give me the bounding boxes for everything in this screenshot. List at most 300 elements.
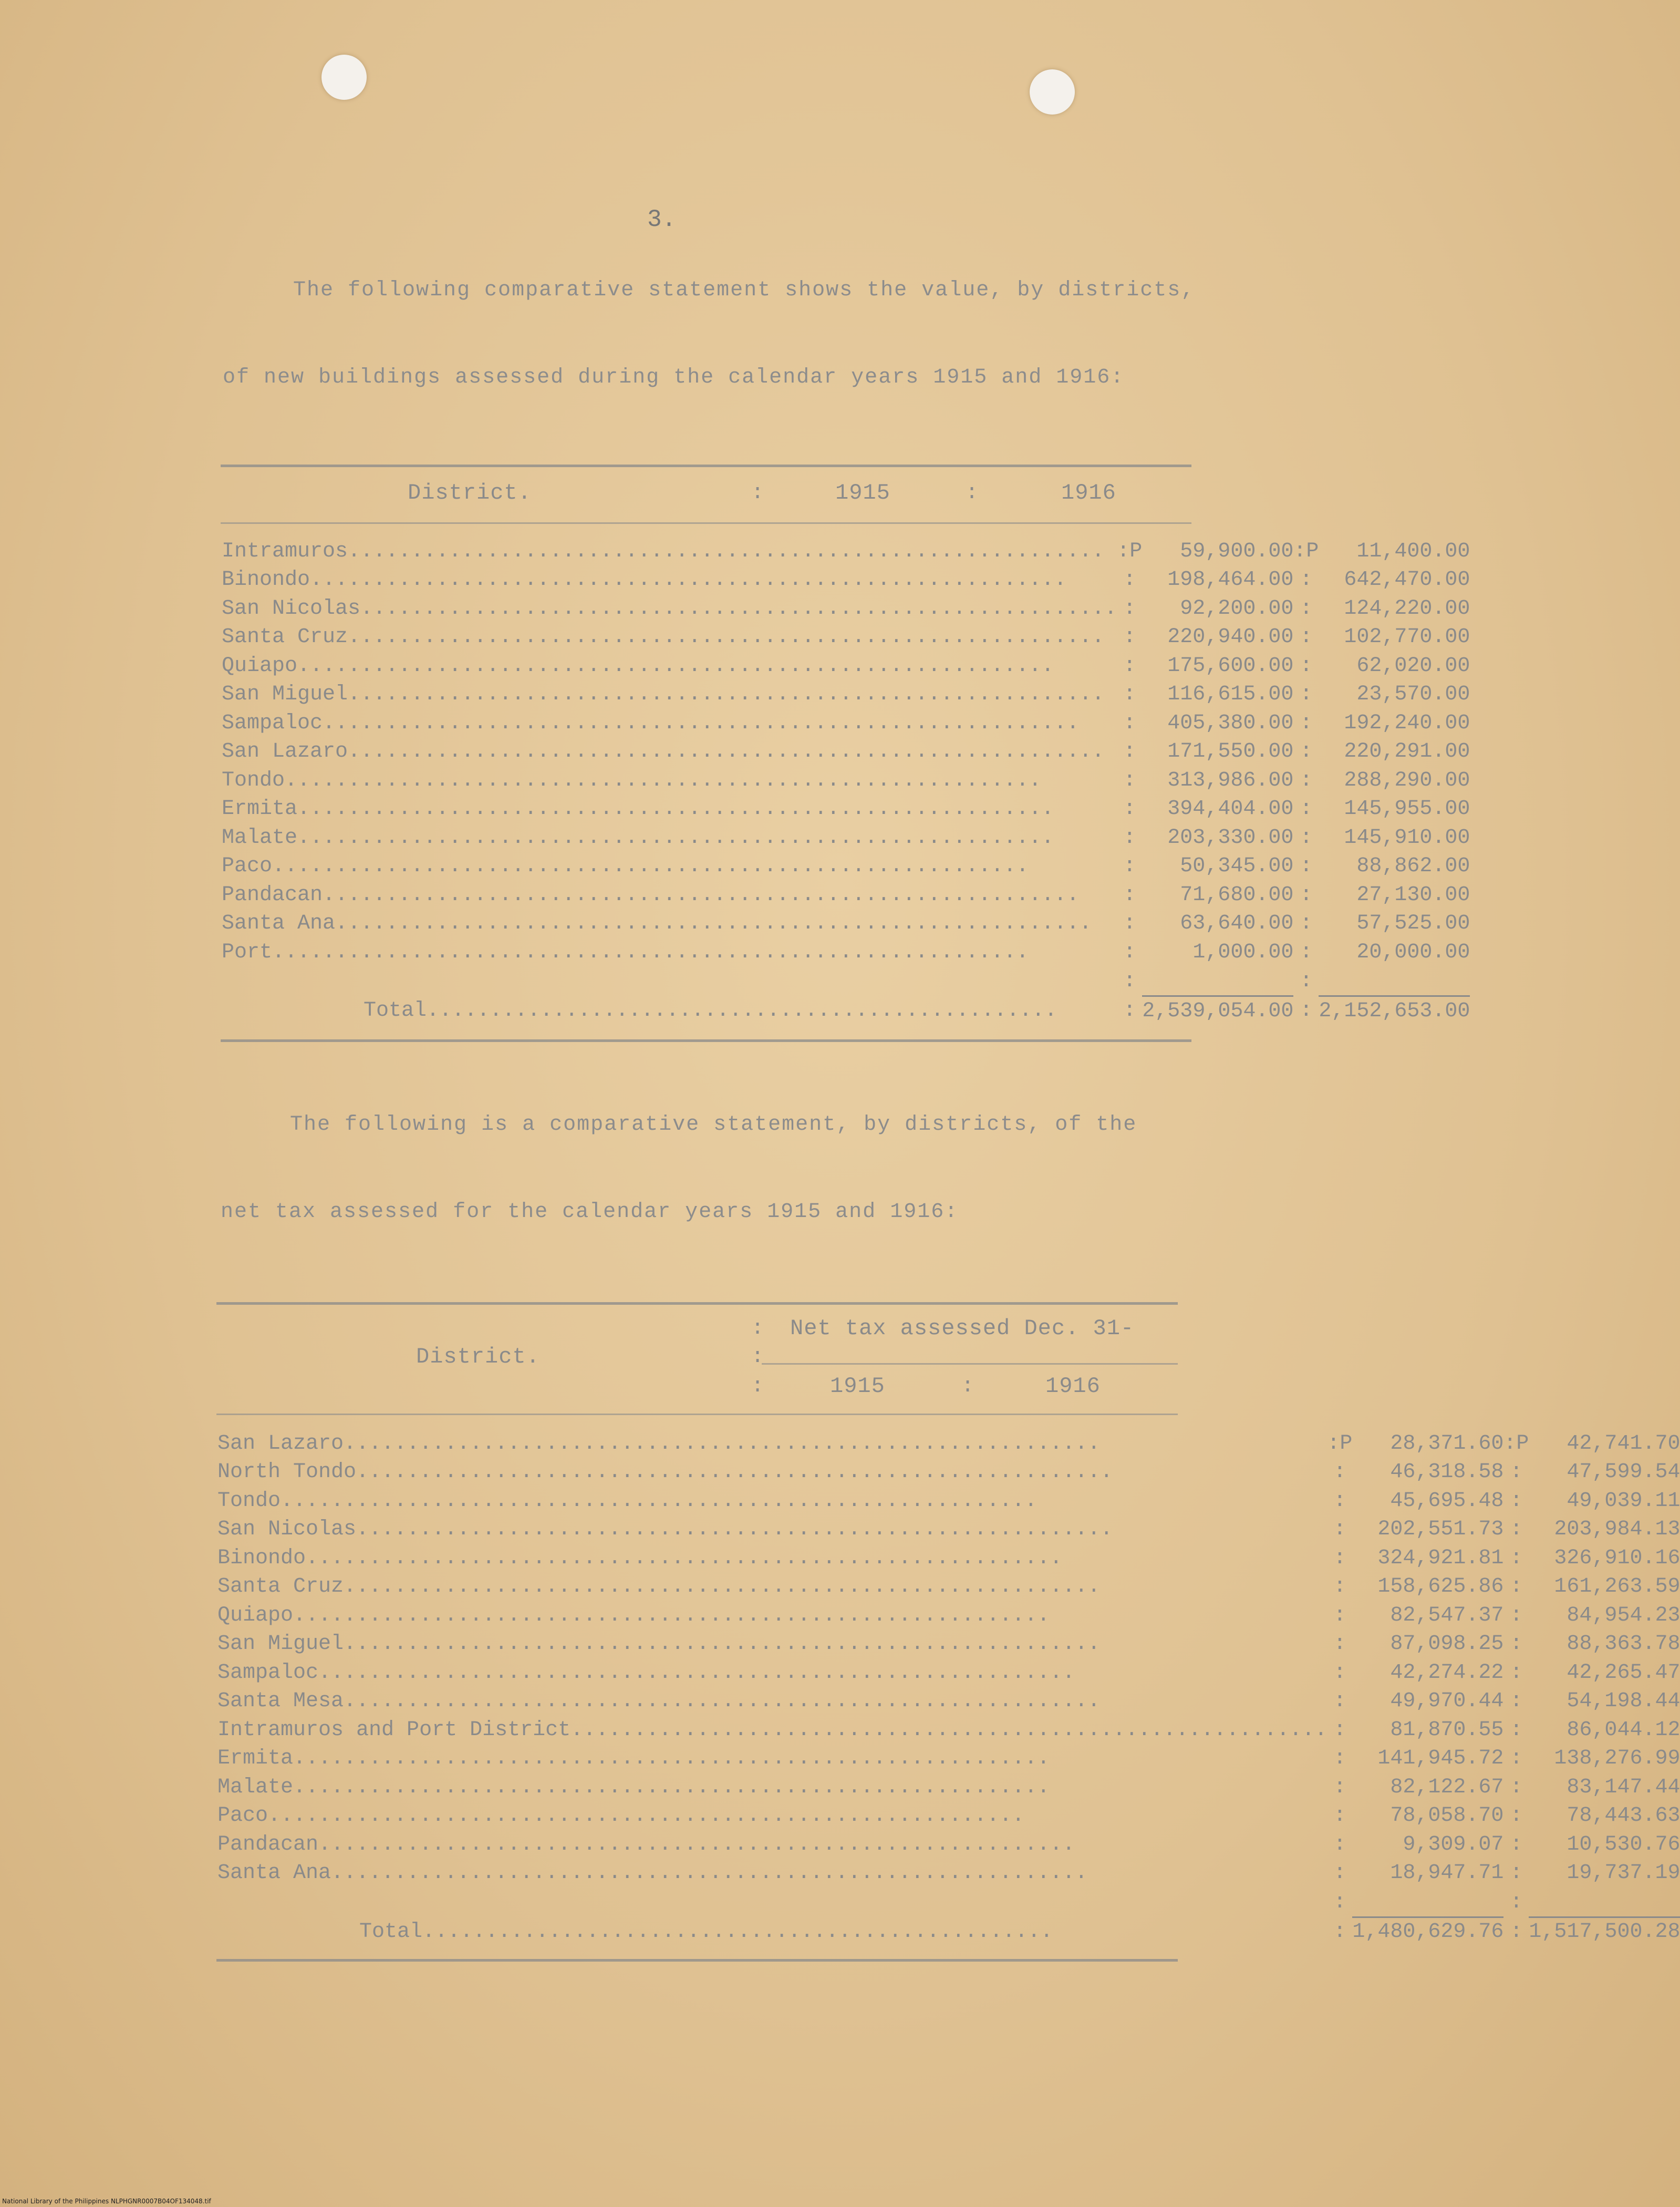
value-1916: 102,770.00 <box>1344 625 1470 649</box>
dot-leader: .................................................. <box>427 999 1057 1023</box>
table-row <box>222 594 1470 623</box>
value-1916: 62,020.00 <box>1356 654 1470 678</box>
value-1915: 46,318.58 <box>1390 1460 1504 1484</box>
value-1915: 18,947.71 <box>1390 1861 1504 1885</box>
col-separator: : <box>1510 1689 1523 1714</box>
dot-leader: ............................................................ <box>348 539 1105 563</box>
value-1915: 63,640.00 <box>1180 912 1294 936</box>
table2-header-1916: 1916 <box>1045 1374 1101 1399</box>
col-separator: : <box>1123 999 1136 1023</box>
col-separator: : <box>1510 1920 1523 1944</box>
value-1916: 42,265.47 <box>1567 1661 1680 1685</box>
value-1916: 20,000.00 <box>1356 940 1470 964</box>
value-1915: 203,330.00 <box>1167 826 1294 850</box>
district-label: Santa Ana <box>222 912 336 936</box>
table-row <box>222 823 1470 852</box>
table-row <box>222 709 1470 738</box>
value-1916: 138,276.99 <box>1554 1747 1680 1771</box>
col-separator: : <box>1123 568 1136 592</box>
district-label: Sampaloc <box>217 1661 319 1685</box>
value-1916: 220,291.00 <box>1344 740 1470 764</box>
table1-header-1916: 1916 <box>1061 480 1116 506</box>
table-row <box>222 766 1470 795</box>
value-1915: 202,551.73 <box>1377 1518 1504 1542</box>
table-row <box>217 1487 1680 1515</box>
value-1915: 405,380.00 <box>1167 711 1294 735</box>
col-separator: : <box>1333 1460 1346 1484</box>
district-name <box>217 1802 1327 1831</box>
district-name <box>217 1773 1327 1802</box>
col-separator: : <box>1510 1775 1523 1799</box>
table-row <box>217 1716 1680 1745</box>
subtotal-rule <box>1142 967 1293 996</box>
district-label: Santa Cruz <box>217 1575 344 1599</box>
table-row <box>217 1630 1680 1659</box>
value-1915: 313,986.00 <box>1167 768 1294 792</box>
footer-caption: National Library of the Philippines NLPHGNR0007B04OF134048.tif <box>2 2198 211 2205</box>
dot-leader: ............................................................ <box>356 1460 1113 1484</box>
dot-leader: ............................................................ <box>348 740 1105 764</box>
value-1916: 23,570.00 <box>1356 683 1470 707</box>
col-separator: : <box>1333 1603 1346 1627</box>
table1-intro-line2: of new buildings assessed during the calendar years 1915 and 1916: <box>223 366 1125 389</box>
col-separator: : <box>1123 625 1136 649</box>
dot-leader: ............................................................ <box>281 1489 1038 1513</box>
table1-body <box>222 537 1470 1026</box>
value-1915: 198,464.00 <box>1167 568 1294 592</box>
col-separator: : <box>1300 625 1313 649</box>
table-row <box>217 1573 1680 1602</box>
value-1915: 87,098.25 <box>1390 1632 1504 1656</box>
district-label: Quiapo <box>222 654 298 678</box>
table2-header-sep: : <box>751 1345 764 1369</box>
district-name <box>217 1601 1327 1630</box>
dot-leader: ............................................................ <box>348 625 1105 649</box>
district-label: San Nicolas <box>217 1518 357 1542</box>
district-name <box>222 766 1117 795</box>
table2-header-district: District. <box>416 1344 540 1369</box>
col-separator: :P <box>1293 539 1319 563</box>
col-separator: : <box>1123 912 1136 936</box>
table2-intro-line1: The following is a comparative statement, by districts, of the <box>290 1113 1137 1137</box>
dot-leader: .................................................. <box>422 1920 1053 1944</box>
col-separator: : <box>1300 683 1313 707</box>
table-row <box>222 566 1470 595</box>
value-1915: 1,000.00 <box>1192 940 1294 964</box>
col-separator: : <box>1510 1718 1523 1742</box>
district-label: Ermita <box>217 1747 294 1771</box>
value-1916: 161,263.59 <box>1554 1575 1680 1599</box>
col-separator: : <box>1300 940 1313 964</box>
col-separator: :P <box>1327 1431 1353 1456</box>
district-name <box>222 823 1117 852</box>
col-separator: : <box>1123 654 1136 678</box>
value-1916: 49,039.11 <box>1567 1489 1680 1513</box>
table2-header-1915: 1915 <box>830 1374 885 1399</box>
district-name <box>217 1487 1327 1515</box>
value-1915: 42,274.22 <box>1390 1661 1504 1685</box>
col-separator: : <box>1510 1518 1523 1542</box>
district-label: San Lazaro <box>222 740 348 764</box>
col-separator: : <box>1123 797 1136 821</box>
value-1915: 82,547.37 <box>1390 1603 1504 1627</box>
table1-header-district: District. <box>408 480 532 506</box>
col-separator: : <box>1510 1890 1523 1914</box>
col-separator: : <box>1123 826 1136 850</box>
district-label: Binondo <box>222 568 310 592</box>
dot-leader: ............................................................ <box>344 1431 1101 1456</box>
dot-leader: ............................................................ <box>318 1661 1075 1685</box>
value-1915: 28,371.60 <box>1390 1431 1504 1456</box>
district-label: Santa Mesa <box>217 1689 344 1714</box>
total-1916: 2,152,653.00 <box>1319 999 1470 1023</box>
district-name <box>217 1687 1327 1716</box>
table1-top-rule <box>221 465 1191 467</box>
value-1916: 86,044.12 <box>1567 1718 1680 1742</box>
district-name <box>222 938 1117 967</box>
table1-header-sep: : <box>751 481 764 505</box>
value-1916: 83,147.44 <box>1567 1775 1680 1799</box>
district-name <box>222 680 1117 709</box>
col-separator: : <box>1123 854 1136 879</box>
blank-cell <box>222 967 1117 996</box>
value-1916: 145,955.00 <box>1344 797 1470 821</box>
col-separator: : <box>1333 1632 1346 1656</box>
district-label: Tondo <box>222 768 285 792</box>
value-1916: 192,240.00 <box>1344 711 1470 735</box>
district-label: Port <box>222 940 273 964</box>
col-separator: : <box>1333 1890 1346 1914</box>
dot-leader: ............................................................ <box>272 940 1029 964</box>
district-name <box>222 594 1117 623</box>
total-1915: 2,539,054.00 <box>1142 999 1294 1023</box>
district-label: Santa Cruz <box>222 625 348 649</box>
total-label-cell <box>222 996 1117 1026</box>
table-row <box>222 680 1470 709</box>
subtotal-rule <box>1352 1888 1503 1917</box>
col-separator: :P <box>1503 1431 1529 1456</box>
col-separator: : <box>1333 1546 1346 1570</box>
table2-header-rule <box>216 1414 1178 1415</box>
dot-leader: ............................................................ <box>331 1861 1088 1885</box>
district-label: Tondo <box>217 1489 281 1513</box>
dot-leader: ............................................................ <box>323 711 1080 735</box>
value-1916: 88,363.78 <box>1567 1632 1680 1656</box>
value-1915: 175,600.00 <box>1167 654 1294 678</box>
col-separator: : <box>1333 1518 1346 1542</box>
district-name <box>222 709 1117 738</box>
col-separator: : <box>1300 568 1313 592</box>
value-1916: 326,910.16 <box>1554 1546 1680 1570</box>
dot-leader: ............................................................ <box>344 1632 1101 1656</box>
district-name <box>217 1515 1327 1544</box>
district-label: Ermita <box>222 797 298 821</box>
subtotal-rule-row <box>222 967 1470 996</box>
col-separator: : <box>1333 1661 1346 1685</box>
total-1915: 1,480,629.76 <box>1352 1920 1504 1944</box>
page-number: 3. <box>647 206 677 233</box>
table2-intro-line2: net tax assessed for the calendar years 1915 and 1916: <box>221 1200 959 1224</box>
col-separator: : <box>1123 596 1136 621</box>
district-label: Santa Ana <box>217 1861 331 1885</box>
district-label: Pandacan <box>217 1832 319 1857</box>
table-row <box>222 938 1470 967</box>
district-name <box>217 1716 1327 1745</box>
col-separator: : <box>1333 1718 1346 1742</box>
col-separator: : <box>1300 970 1313 993</box>
dot-leader: ............................................................ <box>335 912 1092 936</box>
value-1916: 642,470.00 <box>1344 568 1470 592</box>
col-separator: : <box>1123 970 1136 993</box>
district-label: San Lazaro <box>217 1431 344 1456</box>
district-name <box>222 881 1117 910</box>
table-row <box>217 1687 1680 1716</box>
district-name <box>222 795 1117 824</box>
col-separator: : <box>1510 1603 1523 1627</box>
district-label: Sampaloc <box>222 711 323 735</box>
dot-leader: ............................................................ <box>344 1689 1101 1714</box>
total-label: Total <box>364 999 427 1023</box>
col-separator: : <box>1300 654 1313 678</box>
district-name <box>222 566 1117 595</box>
table2-header-sep: : <box>751 1375 764 1398</box>
col-separator: : <box>1300 826 1313 850</box>
total-1916: 1,517,500.28 <box>1529 1920 1680 1944</box>
value-1915: 220,940.00 <box>1167 625 1294 649</box>
value-1916: 288,290.00 <box>1344 768 1470 792</box>
table-row <box>217 1601 1680 1630</box>
table1-header-rule <box>221 522 1191 524</box>
col-separator: : <box>1510 1661 1523 1685</box>
value-1916: 11,400.00 <box>1356 539 1470 563</box>
table2-body <box>217 1429 1680 1946</box>
col-separator: : <box>1123 740 1136 764</box>
dot-leader: ............................................................ <box>297 654 1054 678</box>
value-1916: 10,530.76 <box>1567 1832 1680 1857</box>
value-1915: 59,900.00 <box>1180 539 1294 563</box>
district-name <box>217 1429 1327 1458</box>
table1-header-1915: 1915 <box>835 480 890 506</box>
col-separator: : <box>1123 940 1136 964</box>
value-1916: 54,198.44 <box>1567 1689 1680 1714</box>
table-row <box>217 1544 1680 1573</box>
table-row <box>217 1745 1680 1773</box>
col-separator: : <box>1333 1920 1346 1944</box>
col-separator: : <box>1333 1489 1346 1513</box>
value-1916: 57,525.00 <box>1356 912 1470 936</box>
value-1915: 45,695.48 <box>1390 1489 1504 1513</box>
value-1915: 158,625.86 <box>1377 1575 1504 1599</box>
district-name <box>217 1573 1327 1602</box>
table1-header-sep: : <box>966 481 979 505</box>
table-row <box>222 852 1470 881</box>
district-name <box>217 1458 1327 1487</box>
col-separator: : <box>1123 711 1136 735</box>
district-name <box>222 738 1117 767</box>
table-row <box>217 1830 1680 1859</box>
col-separator: : <box>1510 1832 1523 1857</box>
value-1915: 78,058.70 <box>1390 1804 1504 1828</box>
table2-bottom-rule <box>216 1959 1178 1962</box>
dot-leader: ............................................................ <box>318 1832 1075 1857</box>
col-separator: : <box>1333 1575 1346 1599</box>
col-separator: : <box>1333 1775 1346 1799</box>
col-separator: : <box>1333 1804 1346 1828</box>
col-separator: : <box>1300 711 1313 735</box>
value-1915: 71,680.00 <box>1180 883 1294 907</box>
col-separator: : <box>1510 1575 1523 1599</box>
district-name <box>222 852 1117 881</box>
district-label: Malate <box>217 1775 294 1799</box>
value-1916: 27,130.00 <box>1356 883 1470 907</box>
dot-leader: ............................................................ <box>285 768 1042 792</box>
value-1915: 9,309.07 <box>1403 1832 1504 1857</box>
value-1916: 124,220.00 <box>1344 596 1470 621</box>
dot-leader: ............................................................ <box>268 1804 1025 1828</box>
blank-cell <box>217 1888 1327 1917</box>
total-label-cell <box>217 1917 1327 1946</box>
district-label: Intramuros <box>222 539 348 563</box>
table-row <box>217 1802 1680 1831</box>
col-separator: : <box>1510 1861 1523 1885</box>
value-1915: 394,404.00 <box>1167 797 1294 821</box>
district-name <box>217 1745 1327 1773</box>
col-separator: : <box>1300 883 1313 907</box>
col-separator: : <box>1510 1747 1523 1771</box>
district-name <box>217 1658 1327 1687</box>
table-row <box>217 1859 1680 1888</box>
value-1916: 203,984.13 <box>1554 1518 1680 1542</box>
value-1915: 171,550.00 <box>1167 740 1294 764</box>
table2-top-rule <box>216 1302 1178 1305</box>
dot-leader: ............................................................ <box>293 1775 1050 1799</box>
dot-leader: ............................................................ <box>297 826 1054 850</box>
district-name <box>222 652 1117 680</box>
value-1915: 92,200.00 <box>1180 596 1294 621</box>
table-row <box>222 652 1470 680</box>
district-label: Paco <box>217 1804 268 1828</box>
district-label: San Miguel <box>217 1632 344 1656</box>
district-label: Malate <box>222 826 298 850</box>
dot-leader: ............................................................ <box>306 1546 1063 1570</box>
value-1916: 47,599.54 <box>1567 1460 1680 1484</box>
dot-leader: ............................................................ <box>323 883 1080 907</box>
district-label: Quiapo <box>217 1603 294 1627</box>
district-name <box>217 1859 1327 1888</box>
district-name <box>217 1544 1327 1573</box>
subtotal-rule <box>1529 1888 1680 1917</box>
col-separator: : <box>1333 1747 1346 1771</box>
col-separator: : <box>1510 1489 1523 1513</box>
col-separator: : <box>1300 797 1313 821</box>
col-separator: : <box>1300 596 1313 621</box>
col-separator: : <box>1333 1832 1346 1857</box>
district-label: Binondo <box>217 1546 306 1570</box>
col-separator: : <box>1510 1546 1523 1570</box>
dot-leader: ............................................................ <box>272 854 1029 879</box>
district-name <box>222 623 1117 652</box>
col-separator: : <box>1123 883 1136 907</box>
value-1916: 78,443.63 <box>1567 1804 1680 1828</box>
district-label: Paco <box>222 854 273 879</box>
table-row <box>217 1658 1680 1687</box>
col-separator: : <box>1300 912 1313 936</box>
col-separator: : <box>1123 683 1136 707</box>
punch-hole-right <box>1030 69 1075 115</box>
col-separator: : <box>1510 1804 1523 1828</box>
dot-leader: ............................................................ <box>293 1747 1050 1771</box>
dot-leader: ............................................................ <box>360 596 1117 621</box>
table-row <box>217 1458 1680 1487</box>
table-row <box>217 1515 1680 1544</box>
subtotal-rule <box>1319 967 1470 996</box>
dot-leader: ............................................................ <box>297 797 1054 821</box>
district-label: Pandacan <box>222 883 323 907</box>
table1-bottom-rule <box>221 1039 1191 1042</box>
district-name <box>222 537 1117 566</box>
table-row <box>222 910 1470 939</box>
subtotal-rule-row <box>217 1888 1680 1917</box>
value-1916: 88,862.00 <box>1356 854 1470 879</box>
district-name <box>217 1630 1327 1659</box>
punch-hole-left <box>322 55 367 100</box>
col-separator: : <box>1510 1460 1523 1484</box>
total-label: Total <box>359 1920 423 1944</box>
total-row <box>222 996 1470 1026</box>
col-separator: : <box>1300 740 1313 764</box>
value-1916: 42,741.70 <box>1567 1431 1680 1456</box>
dot-leader: ............................................................ <box>344 1575 1101 1599</box>
table-row <box>217 1429 1680 1458</box>
table-row <box>222 623 1470 652</box>
col-separator: :P <box>1117 539 1143 563</box>
value-1915: 116,615.00 <box>1167 683 1294 707</box>
table2-header-sep: : <box>751 1317 764 1340</box>
table2-header-group: Net tax assessed Dec. 31- <box>790 1316 1135 1341</box>
district-label: San Miguel <box>222 683 348 707</box>
value-1915: 50,345.00 <box>1180 854 1294 879</box>
col-separator: : <box>1300 768 1313 792</box>
dot-leader: ............................................................ <box>348 683 1105 707</box>
value-1915: 49,970.44 <box>1390 1689 1504 1714</box>
dot-leader: ............................................................ <box>571 1718 1328 1742</box>
value-1916: 84,954.23 <box>1567 1603 1680 1627</box>
value-1916: 19,737.19 <box>1567 1861 1680 1885</box>
dot-leader: ............................................................ <box>310 568 1067 592</box>
table2-header-sep: : <box>961 1375 974 1398</box>
value-1916: 145,910.00 <box>1344 826 1470 850</box>
district-label: San Nicolas <box>222 596 361 621</box>
value-1915: 82,122.67 <box>1390 1775 1504 1799</box>
district-name <box>222 910 1117 939</box>
table2-group-rule <box>762 1363 1178 1365</box>
district-label: North Tondo <box>217 1460 357 1484</box>
col-separator: : <box>1333 1861 1346 1885</box>
table-row <box>222 881 1470 910</box>
district-label: Intramuros and Port District <box>217 1718 571 1742</box>
col-separator: : <box>1300 854 1313 879</box>
total-row <box>217 1917 1680 1946</box>
table-row <box>222 537 1470 566</box>
col-separator: : <box>1510 1632 1523 1656</box>
table-row <box>222 795 1470 824</box>
col-separator: : <box>1123 768 1136 792</box>
table-row <box>222 738 1470 767</box>
value-1915: 141,945.72 <box>1377 1747 1504 1771</box>
table-row <box>217 1773 1680 1802</box>
col-separator: : <box>1300 999 1313 1023</box>
dot-leader: ............................................................ <box>356 1518 1113 1542</box>
